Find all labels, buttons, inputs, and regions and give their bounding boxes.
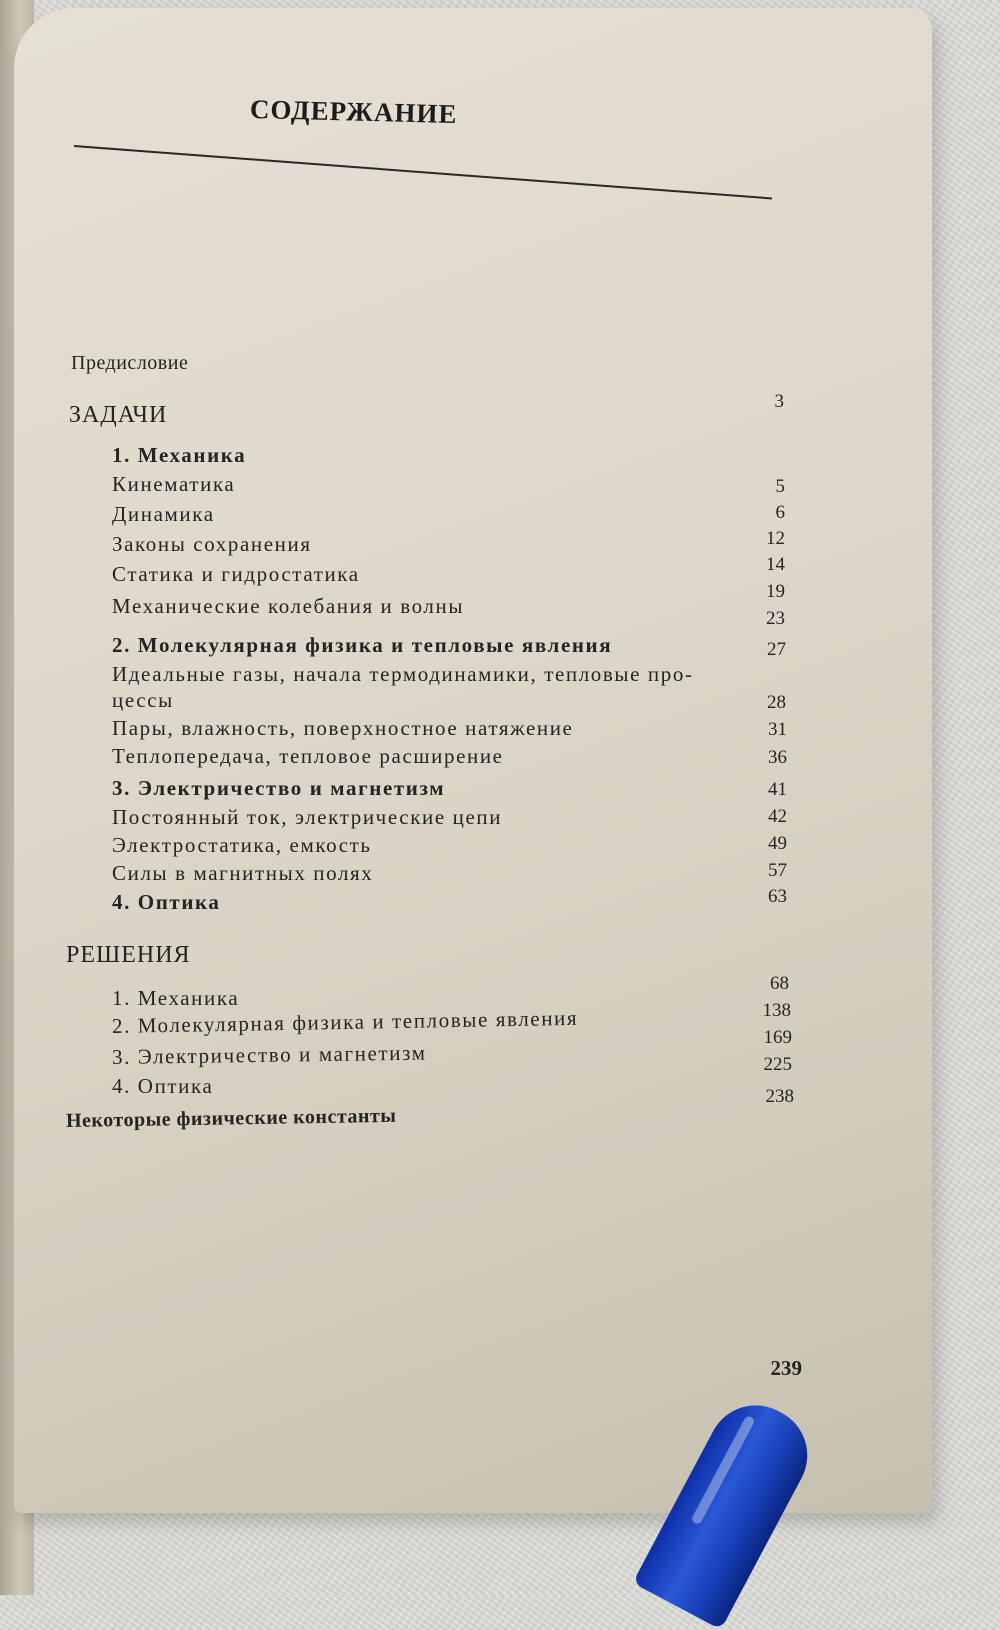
toc-entry: Кинематика <box>112 472 236 496</box>
toc-page: 225 <box>763 1054 792 1075</box>
toc-entry-constants: Некоторые физические константы <box>65 1104 397 1132</box>
toc-entry: Статика и гидростатика <box>112 562 360 586</box>
chapter-page-molecular: 27 <box>767 639 786 660</box>
toc-page: 23 <box>766 608 785 629</box>
toc-entry: 1. Механика <box>112 986 240 1010</box>
toc-entry: Идеальные газы, начала термодинамики, тепловые про- <box>112 662 694 686</box>
page-title: СОДЕРЖАНИЕ <box>249 94 458 130</box>
toc-entry: Теплопередача, тепловое расширение <box>112 744 504 768</box>
chapter-page-electricity: 41 <box>768 779 787 800</box>
toc-entry: Динамика <box>112 502 215 526</box>
toc-page-preface: 3 <box>774 391 784 412</box>
toc-page: 68 <box>770 973 789 994</box>
chapter-page-optics: 63 <box>768 886 787 907</box>
chapter-title-optics: 4. Оптика <box>112 890 221 914</box>
toc-page: 14 <box>766 554 785 575</box>
toc-page: 12 <box>766 528 785 549</box>
toc-page: 6 <box>775 502 785 523</box>
toc-entry-preface: Предисловие <box>71 352 189 374</box>
toc-page: 28 <box>767 692 786 713</box>
section-heading-tasks: ЗАДАЧИ <box>69 402 168 428</box>
page-number: 239 <box>770 1356 802 1380</box>
toc-entry: 4. Оптика <box>112 1074 214 1098</box>
toc-entry: Электростатика, емкость <box>112 833 372 857</box>
toc-entry: 3. Электричество и магнетизм <box>111 1040 427 1069</box>
toc-page: 42 <box>768 806 787 827</box>
toc-page: 57 <box>768 860 787 881</box>
section-heading-solutions: РЕШЕНИЯ <box>66 942 191 968</box>
toc-page: 19 <box>766 581 785 602</box>
toc-page: 31 <box>768 719 787 740</box>
toc-entry: Силы в магнитных полях <box>112 861 374 885</box>
toc-page: 169 <box>763 1027 792 1048</box>
toc-page: 49 <box>768 833 787 854</box>
toc-page-constants: 238 <box>765 1086 794 1107</box>
book-page <box>14 8 932 1513</box>
toc-entry: Законы сохранения <box>112 532 312 556</box>
title-rule <box>74 145 772 199</box>
toc-page: 138 <box>762 1000 791 1021</box>
toc-entry: Постоянный ток, электрические цепи <box>112 805 503 829</box>
chapter-title-electricity: 3. Электричество и магнетизм <box>112 776 446 800</box>
toc-entry-continuation: цессы <box>112 688 174 712</box>
toc-page: 36 <box>768 747 787 768</box>
chapter-title-molecular: 2. Молекулярная физика и тепловые явления <box>112 633 613 657</box>
chapter-title-mechanics: 1. Механика <box>112 443 247 467</box>
toc-entry: 2. Молекулярная физика и тепловые явления <box>111 1005 579 1038</box>
toc-entry: Пары, влажность, поверхностное натяжение <box>112 716 574 740</box>
chapter-page-mechanics: 5 <box>775 476 785 497</box>
toc-entry: Механические колебания и волны <box>112 594 465 618</box>
